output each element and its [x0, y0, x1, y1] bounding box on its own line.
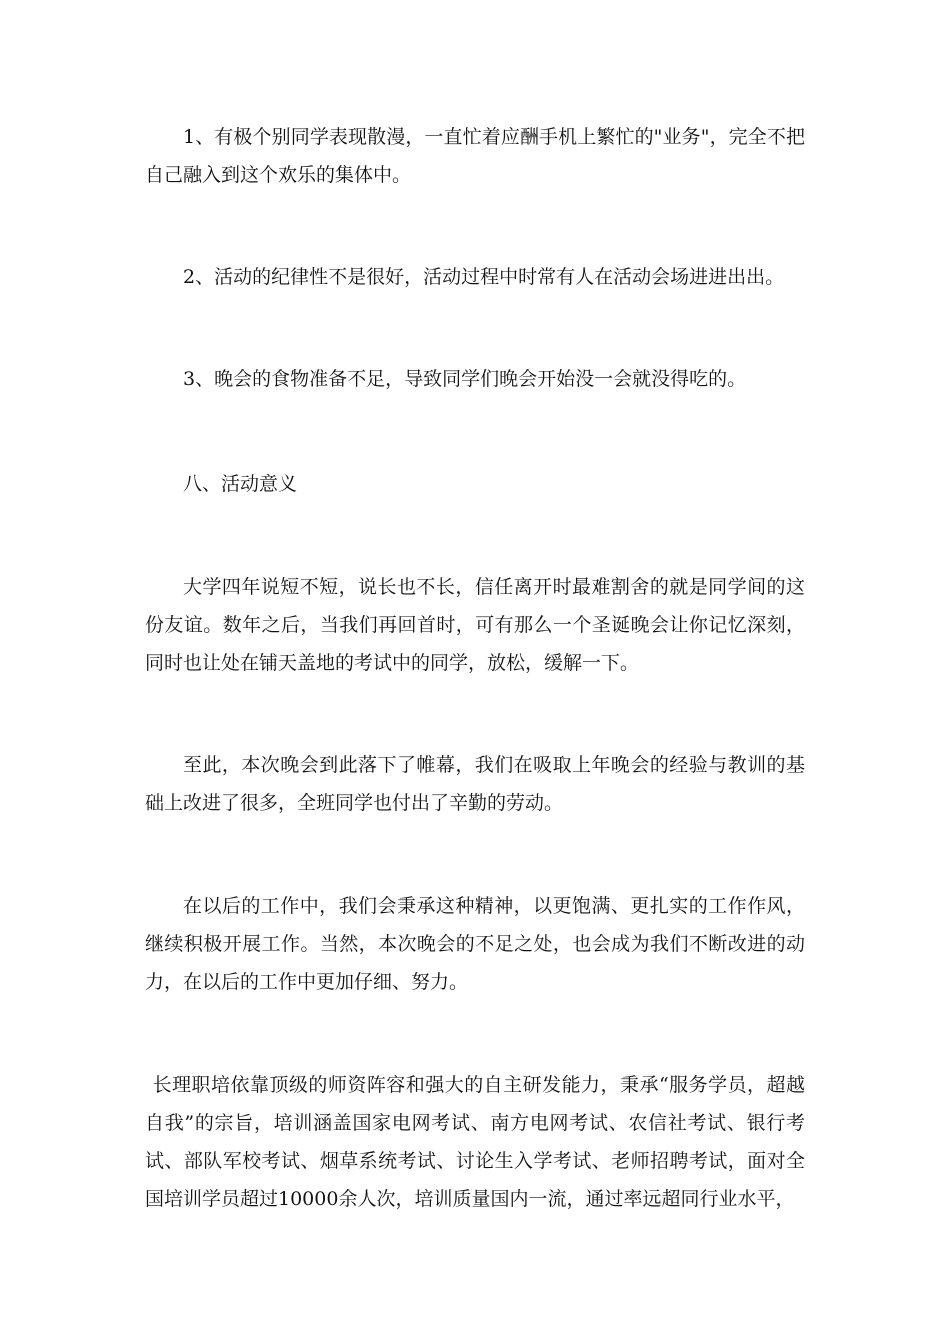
- paragraph-issue-3: 3、晚会的食物准备不足，导致同学们晚会开始没一会就没得吃的。: [183, 368, 747, 390]
- paragraph-issue-1: 1、有极个别同学表现散漫，一直忙着应酬手机上繁忙的"业务"，完全不把自己融入到这个欢乐的集体中。: [145, 126, 805, 186]
- paragraph-future-work: 在以后的工作中，我们会秉承这种精神，以更饱满、更扎实的工作作风，继续积极开展工作。当然，本次晚会的不足之处，也会成为我们不断改进的动力，在以后的工作中更加仔细、努力。: [145, 895, 805, 993]
- paragraph-promo: 长理职培依靠顶级的师资阵容和强大的自主研发能力，秉承“服务学员，超越自我”的宗旨，培训涵盖国家电网考试、南方电网考试、农信社考试、银行考试、部队军校考试、烟草系统考试、讨论生入学考试、老师招聘考试，面对全国培训学员超过10000余人次，培训质量国内一流，通过率远超同行业水平，: [145, 1074, 805, 1210]
- paragraph-significance: 大学四年说短不短，说长也不长，信任离开时最难割舍的就是同学间的这份友谊。数年之后，当我们再回首时，可有那么一个圣诞晚会让你记忆深刻，同时也让处在铺天盖地的考试中的同学，放松，缓解一下。: [145, 576, 805, 674]
- paragraph-issue-2: 2、活动的纪律性不是很好，活动过程中时常有人在活动会场进进出出。: [183, 266, 785, 288]
- section-heading-significance: 八、活动意义: [183, 473, 298, 495]
- paragraph-conclusion: 至此，本次晚会到此落下了帷幕，我们在吸取上年晚会的经验与教训的基础上改进了很多，全班同学也付出了辛勤的劳动。: [145, 754, 805, 814]
